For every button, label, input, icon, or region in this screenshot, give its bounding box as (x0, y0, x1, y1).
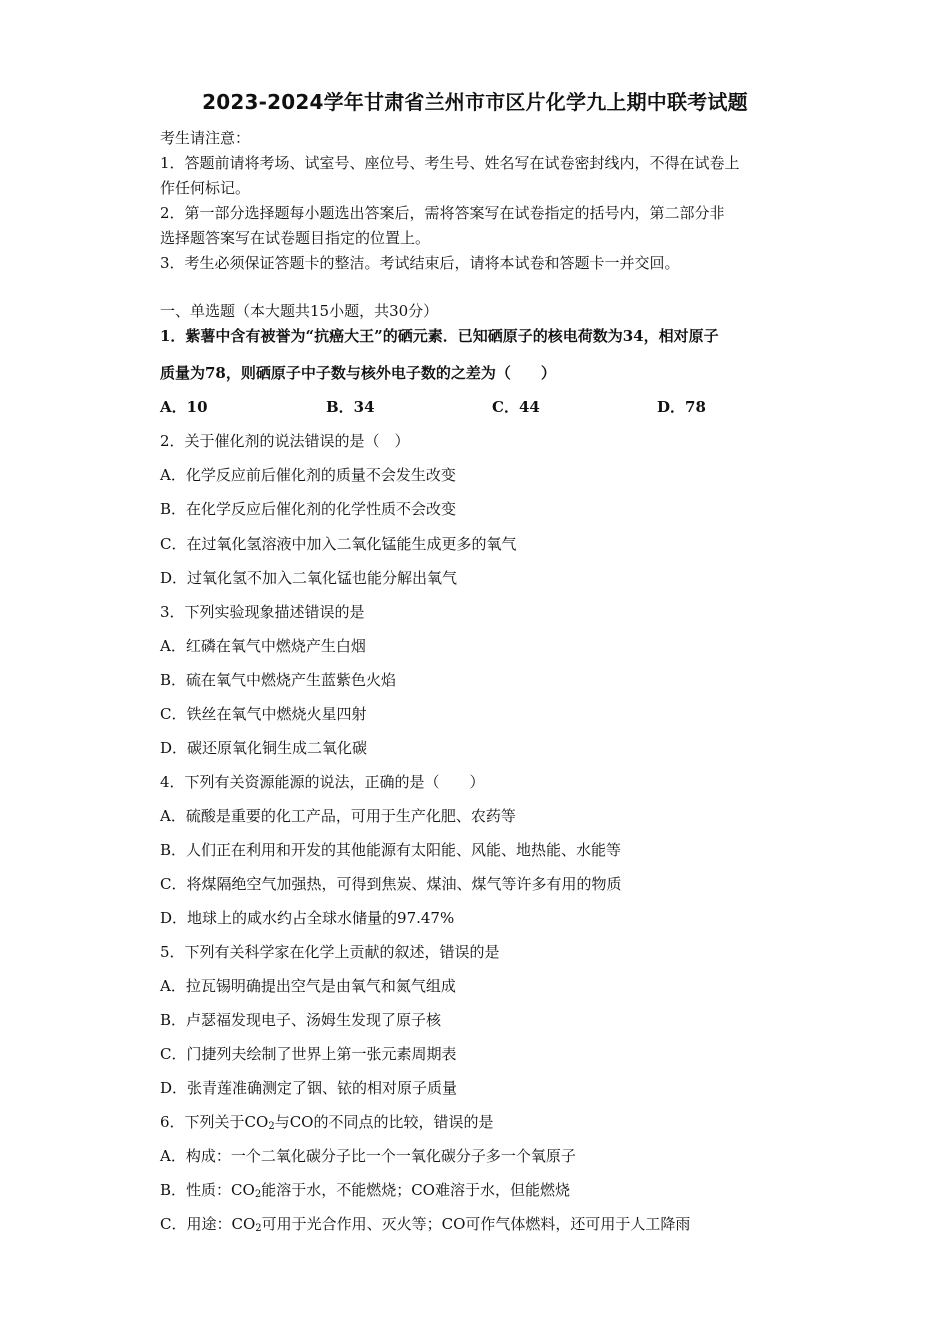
q1-option-b: B．34 (326, 398, 375, 416)
q6-stem-subscript: 2 (268, 1121, 275, 1132)
q6-option-c (160, 1214, 690, 1234)
q4-option-d: D．地球上的咸水约占全球水储量的97.47% (160, 909, 455, 927)
q6-option-b-text: B．性质：CO (160, 1181, 255, 1199)
q2-option-b: B．在化学反应后催化剂的化学性质不会改变 (160, 500, 457, 518)
q6-option-b (160, 1180, 570, 1200)
q2-option-c: C．在过氧化氢溶液中加入二氧化锰能生成更多的氧气 (160, 535, 517, 553)
q2-option-d: D．过氧化氢不加入二氧化锰也能分解出氧气 (160, 569, 458, 587)
notice-item-1-cont: 作任何标记。 (160, 179, 251, 197)
q1-option-a: A．10 (160, 398, 208, 416)
q4-stem: 4．下列有关资源能源的说法，正确的是（ ） (160, 773, 485, 791)
q2-stem: 2．关于催化剂的说法错误的是（ ） (160, 432, 410, 450)
q6-stem-text-rest: 与CO的不同点的比较，错误的是 (274, 1113, 494, 1131)
q5-option-b: B．卢瑟福发现电子、汤姆生发现了原子核 (160, 1011, 442, 1029)
q1-option-c: C．44 (492, 398, 540, 416)
q6-option-c-text-rest: 可用于光合作用、灭火等；CO可作气体燃料，还可用于人工降雨 (261, 1215, 691, 1233)
q6-option-c-text: C．用途：CO (160, 1215, 256, 1233)
q3-option-b: B．硫在氧气中燃烧产生蓝紫色火焰 (160, 671, 397, 689)
q3-stem: 3．下列实验现象描述错误的是 (160, 603, 365, 621)
q6-option-b-text-rest: 能溶于水，不能燃烧；CO难溶于水，但能燃烧 (261, 1181, 570, 1199)
q4-option-a: A．硫酸是重要的化工产品，可用于生产化肥、农药等 (160, 807, 516, 825)
q5-option-c: C．门捷列夫绘制了世界上第一张元素周期表 (160, 1045, 457, 1063)
q2-option-a: A．化学反应前后催化剂的质量不会发生改变 (160, 466, 456, 484)
q1-stem-line2: 质量为78，则硒原子中子数与核外电子数的之差为（ ） (160, 364, 556, 382)
q5-option-d: D．张青莲准确测定了铟、铱的相对原子质量 (160, 1079, 458, 1097)
q3-option-d: D．碳还原氧化铜生成二氧化碳 (160, 739, 368, 757)
q6-stem (160, 1112, 493, 1132)
q5-option-a: A．拉瓦锡明确提出空气是由氧气和氮气组成 (160, 977, 456, 995)
q6-option-a: A．构成：一个二氧化碳分子比一个一氧化碳分子多一个氧原子 (160, 1147, 576, 1165)
notice-item-1: 1．答题前请将考场、试室号、座位号、考生号、姓名写在试卷密封线内，不得在试卷上 (160, 154, 740, 172)
section-heading: 一、单选题（本大题共15小题，共30分） (160, 302, 439, 320)
q4-option-c: C．将煤隔绝空气加强热，可得到焦炭、煤油、煤气等许多有用的物质 (160, 875, 622, 893)
page-title: 2023-2024学年甘肃省兰州市市区片化学九上期中联考试题 (202, 90, 748, 114)
q6-stem-text: 6．下列关于CO (160, 1113, 269, 1131)
notice-item-2: 2．第一部分选择题每小题选出答案后，需将答案写在试卷指定的括号内，第二部分非 (160, 204, 725, 222)
notice-item-3: 3．考生必须保证答题卡的整洁。考试结束后，请将本试卷和答题卡一并交回。 (160, 254, 680, 272)
q1-option-d: D．78 (657, 398, 706, 416)
q4-option-b: B．人们正在利用和开发的其他能源有太阳能、风能、地热能、水能等 (160, 841, 622, 859)
q3-option-a: A．红磷在氧气中燃烧产生白烟 (160, 637, 366, 655)
q1-stem-line1: 1．紫薯中含有被誉为“抗癌大王”的硒元素．已知硒原子的核电荷数为34，相对原子 (160, 327, 719, 345)
q6-option-b-subscript: 2 (254, 1189, 262, 1200)
q6-option-c-subscript: 2 (255, 1223, 262, 1234)
notice-heading: 考生请注意： (160, 129, 251, 147)
q3-option-c: C．铁丝在氧气中燃烧火星四射 (160, 705, 367, 723)
notice-item-2-cont: 选择题答案写在试卷题目指定的位置上。 (160, 229, 431, 247)
q5-stem: 5．下列有关科学家在化学上贡献的叙述，错误的是 (160, 943, 500, 961)
